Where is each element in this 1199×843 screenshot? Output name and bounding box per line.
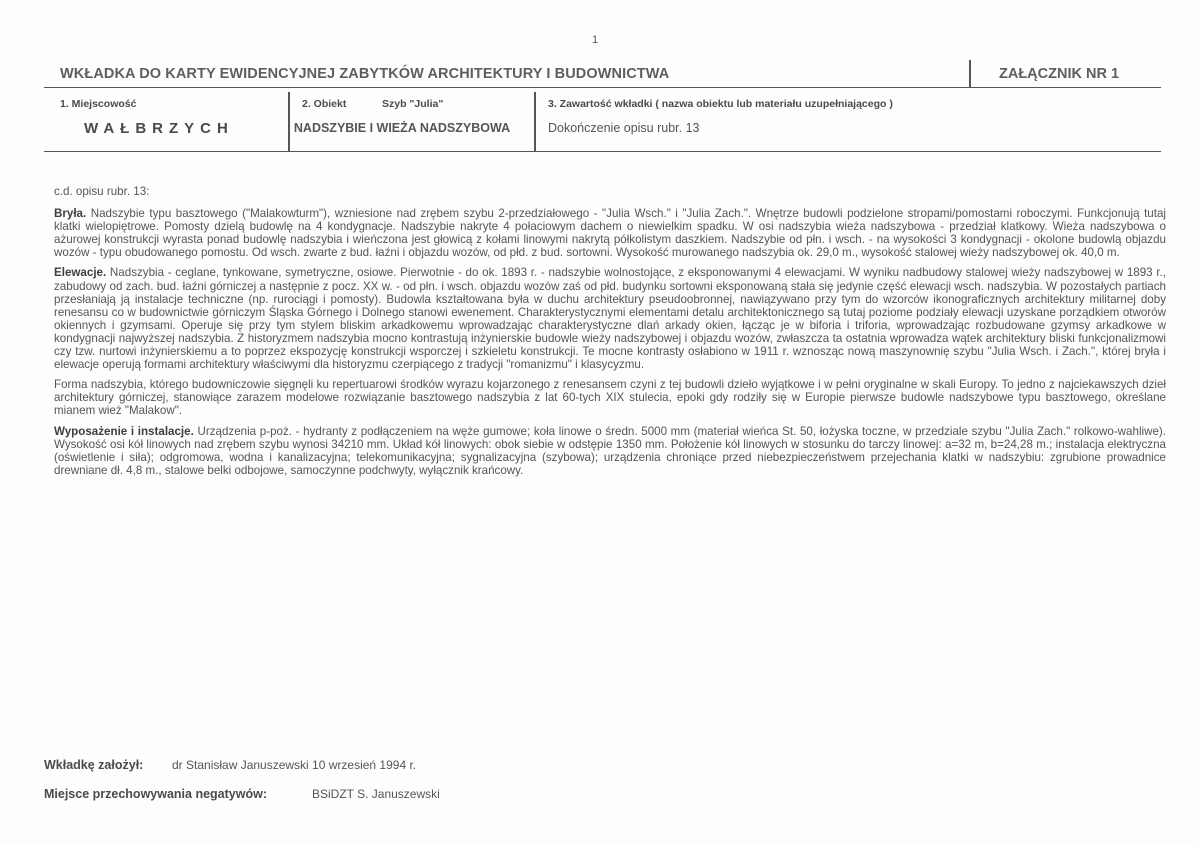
column-divider [534,92,536,152]
continuation-note: c.d. opisu rubr. 13: [54,185,150,198]
author-label: Wkładkę założył: [44,758,144,772]
document-header [44,60,1161,88]
storage-value: BSiDZT S. Januszewski [312,787,440,801]
section-forma [54,378,1166,417]
locality-value: WAŁBRZYCH [84,120,234,137]
section-heading: Wyposażenie i instalacje. [54,424,194,438]
header-divider [969,60,971,88]
section-text: Forma nadszybia, którego budowniczowie sięgnęli ku repertuarowi środków wyrazu kojarzonego z renesansem czyni z tej budowli dzieło wyjątkowe i w pełni oryginalne w skali Europy. To jedno z najciekawszych dzieł architektury górniczej, stanowiące zarazem modelowe rozwiązanie basztowego nadszybia z lat 60-tych XIX stulecia, epoki gdy rodziły się w Europie pierwsze budowle nadszybowe typu basztowego, określane mianem wież "Malakow". [54,378,1166,418]
description-body [54,185,1166,484]
section-text: Urządzenia p-poż. - hydranty z podłączeniem na węże gumowe; koła linowe o średn. 5000 mm (materiał wieńca St. 50, łożyska toczne, w przedziale szybu "Julia Zach." rolkowo-wahliwe). Wysokość osi kół linowych nad zrębem szybu wynosi 34210 mm. Układ kół linowych: obok siebie w odstępie 1350 mm. Położenie kół linowych w stosunku do tarczy linowej: a=32 m, b=24,28 m.; instalacja elektryczna (oświetlenie i siła); odgromowa, wodna i kanalizacyjna; telekomunikacyjna; sygnalizacyjna (szybowa); urządzenia chroniące przed niebezpieczeństwem przejechania klatki w nadszybiu: zgrubione prowadnice drewniane dł. 4,8 m., stalowe belki odbojowe, samoczynne podchwyty, wyłącznik krańcowy. [54,424,1166,477]
section-heading: Elewacje. [54,266,107,280]
locality-label: 1. Miejscowość [60,98,137,110]
page-number: 1 [592,34,599,46]
contents-label: 3. Zawartość wkładki ( nazwa obiektu lub materiału uzupełniającego ) [548,98,893,110]
document-title: WKŁADKA DO KARTY EWIDENCYJNEJ ZABYTKÓW ARCHITEKTURY I BUDOWNICTWA [60,66,670,82]
object-label: 2. Obiekt [302,98,347,110]
object-value: NADSZYBIE I WIEŻA NADSZYBOWA [293,121,511,135]
section-text: Nadszybia - ceglane, tynkowane, symetryczne, osiowe. Pierwotnie - do ok. 1893 r. - nadszybie wolnostojące, z eksponowanymi 4 elewacjami. W wyniku nadbudowy stalowej wieży nadszybowej w 1893 r., zabudowy od zach. bud. łaźni górniczej a następnie z pocz. XX w. - od płn. i wsch. objazdu wozów zaś od płd. budynku sortowni eksponowaną stała się jedynie część elewacji wsch. nadszybia. W pozostałych partiach przesłaniają ją instalacje techniczne (np. rurociągi i pomosty). Budowla kształtowana była w duchu architektury pseudoobronnej, nawiązywano przy tym do wzorców ikonograficznych architektury militarnej doby renesansu co w budownictwie górniczym Śląska Górnego i Dolnego stanowi ewenement. Charakterystycznymi elementami detalu architektonicznego są tutaj poziome podziały elewacji uzyskane porządkiem otworów okiennych i gzymsami. Operuje się przy tym stylem bliskim arkadkowemu wprowadzając charakterystyczne dlań arkady okien, łącząc je w biforia i triforia, wprowadzając rozbudowane gzymsy arkadkowe w kondygnacji najwyższej nadszybia. Z historyzmem nadszybia mocno kontrastują inżynierskie budowle wieży nadszybowej i objazdu wozów, zwłaszcza ta ostatnia wprowadza wątek architektury bliski funkcjonalizmowi czy tzw. nurtowi inżynierskiemu a to poprzez ekspozycję konstrukcji wsporczej i szkieletu konstrukcji. Te mocne kontrasty osłabiono w 1911 r. wznosząc nową maszynownię szybu "Julia Wsch. i Zach.", której bryła i elewacje operują formami architektury właściwymi dla historyzmu czerpiącego z tradycji "romanizmu" i klasycyzmu. [54,266,1166,372]
column-divider [288,92,290,152]
storage-label: Miejsce przechowywania negatywów: [44,787,267,801]
section-wyposazenie [54,425,1166,477]
author-value: dr Stanisław Januszewski 10 wrzesień 1994 r. [172,758,417,772]
metadata-row [44,92,1161,152]
section-bryla [54,207,1166,259]
contents-value: Dokończenie opisu rubr. 13 [548,121,700,135]
section-elewacje [54,266,1166,371]
object-name: Szyb "Julia" [382,98,444,110]
annex-number: ZAŁĄCZNIK NR 1 [999,66,1120,82]
section-text: Nadszybie typu basztowego ("Malakowturm"), wzniesione nad zrębem szybu 2-przedziałowego - "Julia Wsch." i "Julia Zach.". Wnętrze budowli podzielone stropami/pomostami roboczymi. Funkcjonują tutaj klatki wielopiętrowe. Pomosty dzielą budowlę na 4 kondygnacje. Nadszybie nakryte 4 połaciowym dachem o niewielkim spadku. W osi nadszybia wieża nadszybowa - przedział klatkowy. Wieża nadszybowa o ażurowej konstrukcji wyrasta ponad budowlę nadszybia i wieńczona jest głowicą z kołami linowymi nakrytą półkolistym daszkiem. Nadszybie od płn. i wsch. - na wysokości 3 kondygnacji - okolone budowlą objazdu wozów - typu obudowanego pomostu. Od wsch. zwarte z bud. łaźni i objazdu wozów, od płd. z bud. sortowni. Wysokość murowanego nadszybia ok. 29,0 m., wysokość stalowej wieży nadszybowej ok. 40,0 m. [54,207,1166,260]
section-heading: Bryła. [54,207,87,221]
